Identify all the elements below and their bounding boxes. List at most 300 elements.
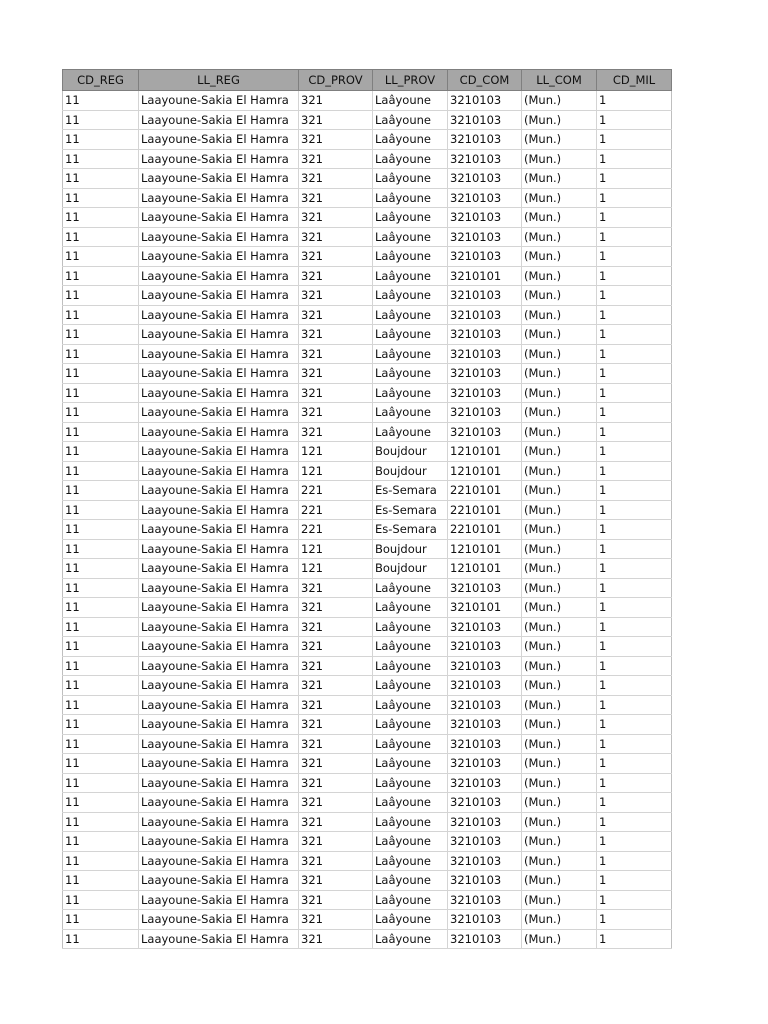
cell-ll-reg[interactable]: Laayoune-Sakia El Hamra [139,793,299,813]
cell-cd-prov[interactable]: 321 [299,305,373,325]
cell-cd-com[interactable]: 2210101 [448,500,522,520]
cell-cd-prov[interactable]: 321 [299,929,373,949]
cell-cd-com[interactable]: 3210103 [448,851,522,871]
cell-ll-com[interactable]: (Mun.) [522,832,597,852]
cell-ll-prov[interactable]: Laâyoune [373,578,448,598]
cell-cd-com[interactable]: 3210103 [448,929,522,949]
cell-ll-prov[interactable]: Laâyoune [373,754,448,774]
cell-cd-mil[interactable]: 1 [597,520,672,540]
cell-cd-mil[interactable]: 1 [597,149,672,169]
cell-cd-reg[interactable]: 11 [63,422,139,442]
cell-ll-com[interactable]: (Mun.) [522,266,597,286]
cell-ll-reg[interactable]: Laayoune-Sakia El Hamra [139,520,299,540]
cell-ll-reg[interactable]: Laayoune-Sakia El Hamra [139,695,299,715]
cell-ll-prov[interactable]: Laâyoune [373,364,448,384]
cell-cd-prov[interactable]: 321 [299,598,373,618]
cell-cd-com[interactable]: 3210103 [448,793,522,813]
cell-ll-prov[interactable]: Laâyoune [373,305,448,325]
cell-ll-prov[interactable]: Laâyoune [373,929,448,949]
cell-cd-mil[interactable]: 1 [597,734,672,754]
cell-cd-reg[interactable]: 11 [63,500,139,520]
cell-cd-prov[interactable]: 321 [299,169,373,189]
cell-cd-mil[interactable]: 1 [597,715,672,735]
cell-cd-com[interactable]: 2210101 [448,481,522,501]
cell-cd-mil[interactable]: 1 [597,500,672,520]
cell-cd-mil[interactable]: 1 [597,676,672,696]
cell-ll-prov[interactable]: Laâyoune [373,130,448,150]
cell-cd-reg[interactable]: 11 [63,403,139,423]
cell-cd-prov[interactable]: 321 [299,617,373,637]
cell-ll-com[interactable]: (Mun.) [522,617,597,637]
cell-ll-reg[interactable]: Laayoune-Sakia El Hamra [139,481,299,501]
cell-cd-prov[interactable]: 321 [299,715,373,735]
cell-ll-prov[interactable]: Laâyoune [373,871,448,891]
cell-cd-mil[interactable]: 1 [597,559,672,579]
cell-ll-com[interactable]: (Mun.) [522,461,597,481]
cell-ll-prov[interactable]: Laâyoune [373,656,448,676]
cell-cd-mil[interactable]: 1 [597,169,672,189]
cell-ll-prov[interactable]: Es-Semara [373,520,448,540]
cell-cd-com[interactable]: 3210103 [448,617,522,637]
cell-ll-prov[interactable]: Boujdour [373,442,448,462]
cell-cd-mil[interactable]: 1 [597,481,672,501]
cell-cd-mil[interactable]: 1 [597,695,672,715]
cell-cd-reg[interactable]: 11 [63,578,139,598]
cell-cd-mil[interactable]: 1 [597,403,672,423]
cell-ll-reg[interactable]: Laayoune-Sakia El Hamra [139,812,299,832]
cell-cd-mil[interactable]: 1 [597,637,672,657]
cell-ll-com[interactable]: (Mun.) [522,169,597,189]
cell-ll-prov[interactable]: Laâyoune [373,344,448,364]
cell-ll-com[interactable]: (Mun.) [522,812,597,832]
cell-cd-com[interactable]: 1210101 [448,461,522,481]
cell-cd-mil[interactable]: 1 [597,539,672,559]
cell-ll-prov[interactable]: Laâyoune [373,695,448,715]
cell-ll-prov[interactable]: Laâyoune [373,91,448,111]
cell-cd-reg[interactable]: 11 [63,520,139,540]
cell-ll-com[interactable]: (Mun.) [522,715,597,735]
cell-cd-mil[interactable]: 1 [597,325,672,345]
cell-cd-prov[interactable]: 221 [299,481,373,501]
cell-ll-prov[interactable]: Laâyoune [373,676,448,696]
cell-ll-com[interactable]: (Mun.) [522,754,597,774]
cell-cd-com[interactable]: 3210103 [448,656,522,676]
cell-ll-reg[interactable]: Laayoune-Sakia El Hamra [139,734,299,754]
cell-cd-prov[interactable]: 321 [299,754,373,774]
cell-ll-prov[interactable]: Laâyoune [373,383,448,403]
cell-ll-reg[interactable]: Laayoune-Sakia El Hamra [139,851,299,871]
cell-cd-reg[interactable]: 11 [63,871,139,891]
cell-cd-mil[interactable]: 1 [597,286,672,306]
cell-ll-com[interactable]: (Mun.) [522,578,597,598]
column-header-cd-reg[interactable]: CD_REG [63,70,139,91]
cell-cd-com[interactable]: 1210101 [448,442,522,462]
cell-ll-prov[interactable]: Laâyoune [373,188,448,208]
cell-cd-reg[interactable]: 11 [63,812,139,832]
cell-cd-prov[interactable]: 321 [299,890,373,910]
cell-cd-mil[interactable]: 1 [597,91,672,111]
cell-cd-prov[interactable]: 121 [299,442,373,462]
cell-ll-reg[interactable]: Laayoune-Sakia El Hamra [139,754,299,774]
cell-cd-prov[interactable]: 321 [299,247,373,267]
cell-ll-prov[interactable]: Laâyoune [373,325,448,345]
cell-cd-prov[interactable]: 321 [299,910,373,930]
cell-cd-prov[interactable]: 121 [299,539,373,559]
cell-cd-reg[interactable]: 11 [63,364,139,384]
cell-cd-reg[interactable]: 11 [63,851,139,871]
cell-ll-prov[interactable]: Boujdour [373,539,448,559]
cell-ll-prov[interactable]: Laâyoune [373,734,448,754]
cell-ll-com[interactable]: (Mun.) [522,773,597,793]
cell-ll-com[interactable]: (Mun.) [522,656,597,676]
cell-ll-prov[interactable]: Laâyoune [373,110,448,130]
cell-cd-com[interactable]: 3210103 [448,871,522,891]
cell-ll-prov[interactable]: Laâyoune [373,227,448,247]
cell-cd-mil[interactable]: 1 [597,793,672,813]
cell-cd-com[interactable]: 3210103 [448,325,522,345]
cell-cd-reg[interactable]: 11 [63,617,139,637]
cell-ll-com[interactable]: (Mun.) [522,305,597,325]
cell-cd-prov[interactable]: 321 [299,91,373,111]
cell-ll-prov[interactable]: Boujdour [373,461,448,481]
cell-cd-com[interactable]: 1210101 [448,539,522,559]
cell-cd-mil[interactable]: 1 [597,266,672,286]
cell-ll-com[interactable]: (Mun.) [522,227,597,247]
cell-ll-com[interactable]: (Mun.) [522,539,597,559]
cell-ll-com[interactable]: (Mun.) [522,481,597,501]
cell-cd-reg[interactable]: 11 [63,773,139,793]
cell-cd-com[interactable]: 3210103 [448,773,522,793]
cell-ll-com[interactable]: (Mun.) [522,890,597,910]
cell-cd-reg[interactable]: 11 [63,754,139,774]
cell-cd-mil[interactable]: 1 [597,910,672,930]
cell-cd-prov[interactable]: 321 [299,773,373,793]
cell-cd-com[interactable]: 3210103 [448,208,522,228]
cell-ll-reg[interactable]: Laayoune-Sakia El Hamra [139,247,299,267]
cell-ll-prov[interactable]: Laâyoune [373,890,448,910]
cell-cd-com[interactable]: 3210103 [448,754,522,774]
cell-ll-reg[interactable]: Laayoune-Sakia El Hamra [139,598,299,618]
cell-cd-mil[interactable]: 1 [597,617,672,637]
cell-cd-prov[interactable]: 221 [299,520,373,540]
cell-cd-prov[interactable]: 321 [299,734,373,754]
cell-ll-reg[interactable]: Laayoune-Sakia El Hamra [139,637,299,657]
cell-ll-com[interactable]: (Mun.) [522,500,597,520]
cell-cd-com[interactable]: 3210103 [448,364,522,384]
cell-cd-reg[interactable]: 11 [63,637,139,657]
cell-cd-com[interactable]: 3210103 [448,403,522,423]
cell-cd-prov[interactable]: 321 [299,364,373,384]
cell-cd-prov[interactable]: 321 [299,676,373,696]
cell-ll-com[interactable]: (Mun.) [522,676,597,696]
cell-ll-com[interactable]: (Mun.) [522,149,597,169]
cell-ll-com[interactable]: (Mun.) [522,559,597,579]
cell-cd-reg[interactable]: 11 [63,91,139,111]
cell-cd-reg[interactable]: 11 [63,695,139,715]
column-header-ll-prov[interactable]: LL_PROV [373,70,448,91]
cell-cd-prov[interactable]: 121 [299,559,373,579]
cell-cd-reg[interactable]: 11 [63,559,139,579]
column-header-cd-mil[interactable]: CD_MIL [597,70,672,91]
cell-cd-reg[interactable]: 11 [63,461,139,481]
cell-ll-reg[interactable]: Laayoune-Sakia El Hamra [139,422,299,442]
cell-ll-com[interactable]: (Mun.) [522,734,597,754]
cell-cd-mil[interactable]: 1 [597,578,672,598]
cell-cd-mil[interactable]: 1 [597,832,672,852]
cell-cd-mil[interactable]: 1 [597,364,672,384]
cell-ll-reg[interactable]: Laayoune-Sakia El Hamra [139,461,299,481]
cell-cd-reg[interactable]: 11 [63,656,139,676]
cell-ll-prov[interactable]: Boujdour [373,559,448,579]
cell-cd-reg[interactable]: 11 [63,110,139,130]
cell-ll-prov[interactable]: Laâyoune [373,149,448,169]
cell-ll-prov[interactable]: Laâyoune [373,266,448,286]
cell-ll-prov[interactable]: Laâyoune [373,247,448,267]
cell-cd-mil[interactable]: 1 [597,871,672,891]
cell-ll-prov[interactable]: Laâyoune [373,286,448,306]
cell-cd-com[interactable]: 3210103 [448,149,522,169]
cell-cd-reg[interactable]: 11 [63,734,139,754]
cell-cd-reg[interactable]: 11 [63,383,139,403]
cell-ll-reg[interactable]: Laayoune-Sakia El Hamra [139,500,299,520]
cell-cd-mil[interactable]: 1 [597,227,672,247]
cell-cd-prov[interactable]: 321 [299,656,373,676]
cell-cd-reg[interactable]: 11 [63,149,139,169]
cell-cd-reg[interactable]: 11 [63,481,139,501]
cell-cd-com[interactable]: 3210101 [448,266,522,286]
cell-cd-mil[interactable]: 1 [597,461,672,481]
cell-ll-reg[interactable]: Laayoune-Sakia El Hamra [139,539,299,559]
cell-cd-com[interactable]: 3210103 [448,247,522,267]
cell-ll-prov[interactable]: Laâyoune [373,403,448,423]
cell-cd-mil[interactable]: 1 [597,344,672,364]
cell-cd-reg[interactable]: 11 [63,208,139,228]
cell-ll-prov[interactable]: Laâyoune [373,851,448,871]
cell-ll-prov[interactable]: Es-Semara [373,481,448,501]
cell-ll-com[interactable]: (Mun.) [522,247,597,267]
cell-ll-reg[interactable]: Laayoune-Sakia El Hamra [139,286,299,306]
cell-ll-reg[interactable]: Laayoune-Sakia El Hamra [139,91,299,111]
cell-cd-prov[interactable]: 321 [299,851,373,871]
cell-ll-prov[interactable]: Laâyoune [373,773,448,793]
cell-ll-reg[interactable]: Laayoune-Sakia El Hamra [139,130,299,150]
cell-cd-reg[interactable]: 11 [63,598,139,618]
cell-cd-mil[interactable]: 1 [597,422,672,442]
cell-cd-mil[interactable]: 1 [597,208,672,228]
cell-cd-mil[interactable]: 1 [597,773,672,793]
cell-ll-reg[interactable]: Laayoune-Sakia El Hamra [139,832,299,852]
cell-cd-com[interactable]: 3210103 [448,422,522,442]
cell-cd-prov[interactable]: 321 [299,149,373,169]
cell-cd-reg[interactable]: 11 [63,247,139,267]
cell-cd-com[interactable]: 3210103 [448,695,522,715]
cell-cd-reg[interactable]: 11 [63,929,139,949]
cell-cd-mil[interactable]: 1 [597,130,672,150]
cell-ll-reg[interactable]: Laayoune-Sakia El Hamra [139,344,299,364]
cell-ll-reg[interactable]: Laayoune-Sakia El Hamra [139,169,299,189]
cell-cd-mil[interactable]: 1 [597,812,672,832]
cell-cd-com[interactable]: 3210103 [448,188,522,208]
cell-cd-reg[interactable]: 11 [63,344,139,364]
cell-ll-com[interactable]: (Mun.) [522,929,597,949]
cell-ll-com[interactable]: (Mun.) [522,208,597,228]
cell-cd-prov[interactable]: 221 [299,500,373,520]
cell-cd-reg[interactable]: 11 [63,676,139,696]
cell-ll-reg[interactable]: Laayoune-Sakia El Hamra [139,442,299,462]
cell-ll-prov[interactable]: Laâyoune [373,910,448,930]
cell-ll-reg[interactable]: Laayoune-Sakia El Hamra [139,559,299,579]
cell-ll-reg[interactable]: Laayoune-Sakia El Hamra [139,929,299,949]
cell-cd-reg[interactable]: 11 [63,890,139,910]
cell-cd-com[interactable]: 1210101 [448,559,522,579]
cell-cd-com[interactable]: 3210103 [448,169,522,189]
cell-cd-prov[interactable]: 321 [299,227,373,247]
cell-ll-com[interactable]: (Mun.) [522,793,597,813]
column-header-cd-com[interactable]: CD_COM [448,70,522,91]
cell-ll-com[interactable]: (Mun.) [522,286,597,306]
cell-cd-mil[interactable]: 1 [597,247,672,267]
cell-ll-com[interactable]: (Mun.) [522,422,597,442]
cell-cd-mil[interactable]: 1 [597,851,672,871]
cell-ll-com[interactable]: (Mun.) [522,403,597,423]
cell-ll-prov[interactable]: Laâyoune [373,617,448,637]
cell-cd-reg[interactable]: 11 [63,286,139,306]
cell-cd-mil[interactable]: 1 [597,656,672,676]
cell-cd-mil[interactable]: 1 [597,929,672,949]
cell-cd-reg[interactable]: 11 [63,227,139,247]
cell-cd-mil[interactable]: 1 [597,890,672,910]
cell-cd-prov[interactable]: 321 [299,286,373,306]
cell-cd-com[interactable]: 3210103 [448,286,522,306]
cell-cd-prov[interactable]: 321 [299,325,373,345]
cell-cd-com[interactable]: 3210103 [448,715,522,735]
cell-ll-reg[interactable]: Laayoune-Sakia El Hamra [139,617,299,637]
cell-ll-com[interactable]: (Mun.) [522,695,597,715]
cell-cd-prov[interactable]: 321 [299,832,373,852]
cell-ll-prov[interactable]: Laâyoune [373,422,448,442]
cell-cd-com[interactable]: 3210103 [448,734,522,754]
cell-ll-reg[interactable]: Laayoune-Sakia El Hamra [139,578,299,598]
cell-cd-reg[interactable]: 11 [63,266,139,286]
cell-cd-mil[interactable]: 1 [597,305,672,325]
cell-cd-mil[interactable]: 1 [597,188,672,208]
cell-ll-com[interactable]: (Mun.) [522,91,597,111]
cell-cd-com[interactable]: 3210103 [448,305,522,325]
column-header-cd-prov[interactable]: CD_PROV [299,70,373,91]
cell-ll-prov[interactable]: Laâyoune [373,812,448,832]
cell-ll-reg[interactable]: Laayoune-Sakia El Hamra [139,364,299,384]
column-header-ll-com[interactable]: LL_COM [522,70,597,91]
cell-ll-reg[interactable]: Laayoune-Sakia El Hamra [139,871,299,891]
cell-ll-reg[interactable]: Laayoune-Sakia El Hamra [139,676,299,696]
cell-cd-reg[interactable]: 11 [63,910,139,930]
cell-cd-prov[interactable]: 121 [299,461,373,481]
cell-ll-reg[interactable]: Laayoune-Sakia El Hamra [139,149,299,169]
cell-cd-reg[interactable]: 11 [63,188,139,208]
cell-ll-prov[interactable]: Laâyoune [373,793,448,813]
cell-cd-reg[interactable]: 11 [63,442,139,462]
cell-cd-reg[interactable]: 11 [63,325,139,345]
cell-cd-prov[interactable]: 321 [299,695,373,715]
cell-cd-com[interactable]: 3210103 [448,227,522,247]
cell-ll-reg[interactable]: Laayoune-Sakia El Hamra [139,325,299,345]
cell-cd-com[interactable]: 3210103 [448,637,522,657]
cell-ll-reg[interactable]: Laayoune-Sakia El Hamra [139,383,299,403]
cell-ll-reg[interactable]: Laayoune-Sakia El Hamra [139,110,299,130]
cell-ll-com[interactable]: (Mun.) [522,598,597,618]
cell-cd-prov[interactable]: 321 [299,383,373,403]
cell-cd-com[interactable]: 3210103 [448,812,522,832]
cell-ll-com[interactable]: (Mun.) [522,130,597,150]
cell-cd-prov[interactable]: 321 [299,578,373,598]
cell-cd-com[interactable]: 3210103 [448,910,522,930]
cell-cd-mil[interactable]: 1 [597,442,672,462]
cell-ll-com[interactable]: (Mun.) [522,520,597,540]
cell-ll-reg[interactable]: Laayoune-Sakia El Hamra [139,208,299,228]
cell-ll-prov[interactable]: Laâyoune [373,637,448,657]
cell-cd-prov[interactable]: 321 [299,871,373,891]
cell-cd-reg[interactable]: 11 [63,832,139,852]
cell-ll-com[interactable]: (Mun.) [522,110,597,130]
cell-ll-com[interactable]: (Mun.) [522,188,597,208]
cell-ll-com[interactable]: (Mun.) [522,851,597,871]
cell-ll-com[interactable]: (Mun.) [522,637,597,657]
cell-cd-prov[interactable]: 321 [299,422,373,442]
cell-cd-mil[interactable]: 1 [597,598,672,618]
cell-cd-com[interactable]: 2210101 [448,520,522,540]
cell-cd-mil[interactable]: 1 [597,754,672,774]
cell-ll-com[interactable]: (Mun.) [522,364,597,384]
cell-cd-reg[interactable]: 11 [63,539,139,559]
cell-cd-com[interactable]: 3210103 [448,383,522,403]
cell-ll-com[interactable]: (Mun.) [522,344,597,364]
cell-ll-reg[interactable]: Laayoune-Sakia El Hamra [139,656,299,676]
cell-cd-com[interactable]: 3210103 [448,130,522,150]
cell-ll-reg[interactable]: Laayoune-Sakia El Hamra [139,266,299,286]
cell-ll-reg[interactable]: Laayoune-Sakia El Hamra [139,715,299,735]
cell-ll-reg[interactable]: Laayoune-Sakia El Hamra [139,403,299,423]
cell-ll-reg[interactable]: Laayoune-Sakia El Hamra [139,910,299,930]
cell-ll-com[interactable]: (Mun.) [522,442,597,462]
cell-cd-reg[interactable]: 11 [63,715,139,735]
cell-cd-com[interactable]: 3210103 [448,890,522,910]
cell-ll-prov[interactable]: Laâyoune [373,715,448,735]
cell-cd-prov[interactable]: 321 [299,344,373,364]
cell-cd-com[interactable]: 3210103 [448,344,522,364]
cell-cd-mil[interactable]: 1 [597,383,672,403]
cell-cd-prov[interactable]: 321 [299,793,373,813]
cell-ll-reg[interactable]: Laayoune-Sakia El Hamra [139,227,299,247]
cell-cd-com[interactable]: 3210103 [448,832,522,852]
cell-cd-reg[interactable]: 11 [63,130,139,150]
cell-ll-com[interactable]: (Mun.) [522,910,597,930]
cell-ll-prov[interactable]: Laâyoune [373,598,448,618]
cell-cd-reg[interactable]: 11 [63,305,139,325]
cell-ll-prov[interactable]: Es-Semara [373,500,448,520]
cell-cd-com[interactable]: 3210103 [448,110,522,130]
cell-cd-reg[interactable]: 11 [63,169,139,189]
cell-cd-com[interactable]: 3210103 [448,676,522,696]
cell-ll-reg[interactable]: Laayoune-Sakia El Hamra [139,188,299,208]
cell-cd-prov[interactable]: 321 [299,812,373,832]
cell-ll-reg[interactable]: Laayoune-Sakia El Hamra [139,305,299,325]
cell-ll-prov[interactable]: Laâyoune [373,832,448,852]
cell-cd-prov[interactable]: 321 [299,208,373,228]
cell-cd-prov[interactable]: 321 [299,188,373,208]
cell-ll-reg[interactable]: Laayoune-Sakia El Hamra [139,890,299,910]
cell-cd-reg[interactable]: 11 [63,793,139,813]
cell-ll-prov[interactable]: Laâyoune [373,208,448,228]
